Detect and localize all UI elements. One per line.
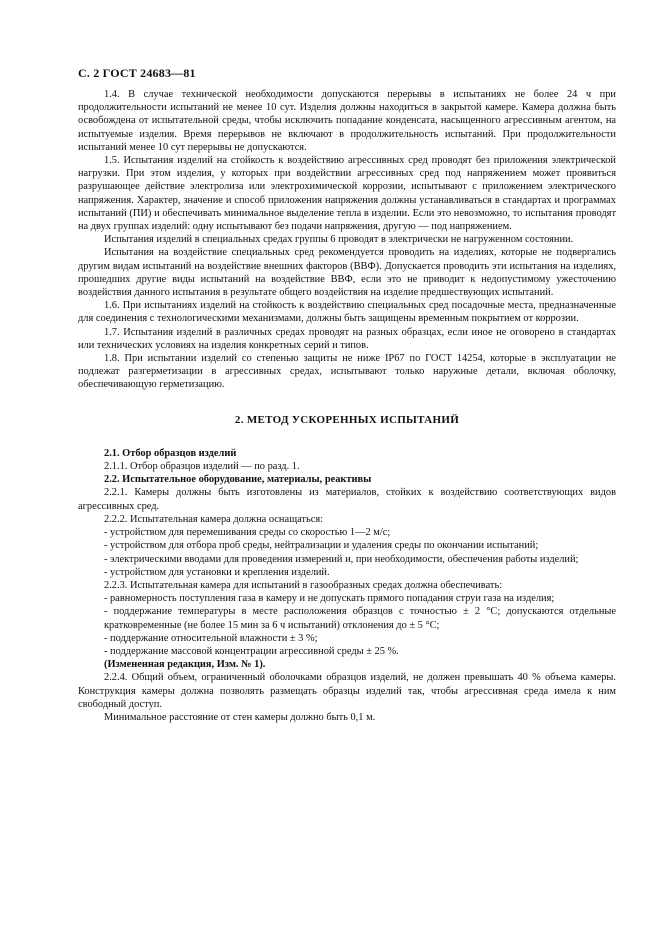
subsection-2-2: 2.2. Испытательное оборудование, материалы, реактивы	[104, 474, 372, 486]
list-item: - равномерность поступления газа в камеру и не допускать прямого попадания струи газа на изделия;	[104, 593, 555, 605]
amendment-note: (Измененная редакция, Изм. № 1).	[104, 659, 266, 671]
paragraph-1-8: 1.8. При испытании изделий со степенью защиты не ниже IP67 по ГОСТ 14254, которые в эксплуатации не подлежат разгерметизации в агрессивных средах, испытывают только наружные детали, включая оболочку, обеспечивающую герметизацию.	[78, 353, 616, 391]
paragraph-special-media: Испытания на воздействие специальных сред рекомендуется проводить на изделиях, которые не подвергались другим видам испытаний на воздействие внешних факторов (ВВФ). Допускается проводить эти испытания на изделиях, прошедших другие виды испытаний на воздействие ВВФ, если это не приводит к недопустимому ужесточению воздействия данного испытания в результате общего воздействия на изделие предшествующих испытаний.	[78, 247, 616, 299]
list-item: - электрическими вводами для проведения измерений и, при необходимости, обеспечения работы изделий;	[104, 553, 579, 565]
list-item: - поддержание температуры в месте расположения образцов с точностью ± 2 °С; допускаются отдельные кратковременные (не более 15 мин за 6 ч испытаний) отклонения до ± 5 °С;	[104, 606, 616, 631]
paragraph-1-5: 1.5. Испытания изделий на стойкость к воздействию агрессивных сред проводят без приложения электрической нагрузки. При этом изделия, у которых при воздействии агрессивных сред под напряжением может проявиться разрушающее действие электролиза или электрохимической коррозии, испытывают с приложением электрического напряжения. Характер, значение и способ приложения напряжения должны устанавливаться в стандартах и программах испытаний (ПИ) и обеспечивать минимальное выделение тепла в изделии. Если это невозможно, то испытания проводят на двух группах изделий: одну испытывают без подачи напряжения, другую — под напряжением.	[78, 155, 616, 233]
list-item: - поддержание массовой концентрации агрессивной среды ± 25 %.	[104, 645, 399, 657]
list-item: - устройством для перемешивания среды со скоростью 1—2 м/с;	[104, 527, 391, 539]
document-body	[78, 88, 616, 724]
paragraph-1-6: 1.6. При испытаниях изделий на стойкость к воздействию специальных сред посадочные места, предназначенные для соединения с технологическими механизмами, должны быть защищены временным покрытием от коррозии.	[78, 300, 616, 325]
paragraph-1-4: 1.4. В случае технической необходимости допускаются перерывы в испытаниях не более 24 ч при продолжительности испытаний не менее 10 сут. Изделия должны находиться в закрытой камере. Камера должна быть освобождена от испытательной среды, чтобы исключить попадание конденсата, насыщенного агрессивным агентом, на испытуемые изделия. Время перерывов не включают в продолжительность испытаний. При продолжительности испытаний менее 10 сут перерывы не допускаются.	[78, 89, 616, 153]
subsection-2-1: 2.1. Отбор образцов изделий	[104, 447, 237, 459]
paragraph-2-1-1: 2.1.1. Отбор образцов изделий — по разд. 1.	[104, 461, 300, 473]
paragraph-min-distance: Минимальное расстояние от стен камеры должно быть 0,1 м.	[104, 711, 376, 723]
page-header: С. 2 ГОСТ 24683—81	[78, 66, 196, 80]
list-item: - устройством для отбора проб среды, нейтрализации и удаления среды по окончании испытаний;	[104, 540, 539, 552]
paragraph-2-2-1: 2.2.1. Камеры должны быть изготовлены из материалов, стойких к воздействию соответствующих видов агрессивных сред.	[78, 487, 616, 512]
section-heading: 2. МЕТОД УСКОРЕННЫХ ИСПЫТАНИЙ	[234, 413, 460, 426]
paragraph-2-2-3: 2.2.3. Испытательная камера для испытаний в газообразных средах должна обеспечивать:	[104, 579, 503, 591]
paragraph-2-2-2: 2.2.2. Испытательная камера должна оснащаться:	[104, 513, 323, 525]
paragraph-group-6: Испытания изделий в специальных средах группы 6 проводят в электрически не нагруженном состоянии.	[104, 234, 574, 246]
paragraph-2-2-4: 2.2.4. Общий объем, ограниченный оболочками образцов изделий, не должен превышать 40 % объема камеры. Конструкция камеры должна позволять размещать образцы изделий так, чтобы агрессивная среда имела к ним свободный доступ.	[78, 672, 616, 710]
list-item: - устройством для установки и крепления изделий.	[104, 566, 330, 578]
list-item: - поддержание относительной влажности ± 3 %;	[104, 632, 318, 644]
paragraph-1-7: 1.7. Испытания изделий в различных средах проводят на разных образцах, если иное не оговорено в стандартах или технических условиях на изделия конкретных серий и типов.	[78, 326, 616, 351]
